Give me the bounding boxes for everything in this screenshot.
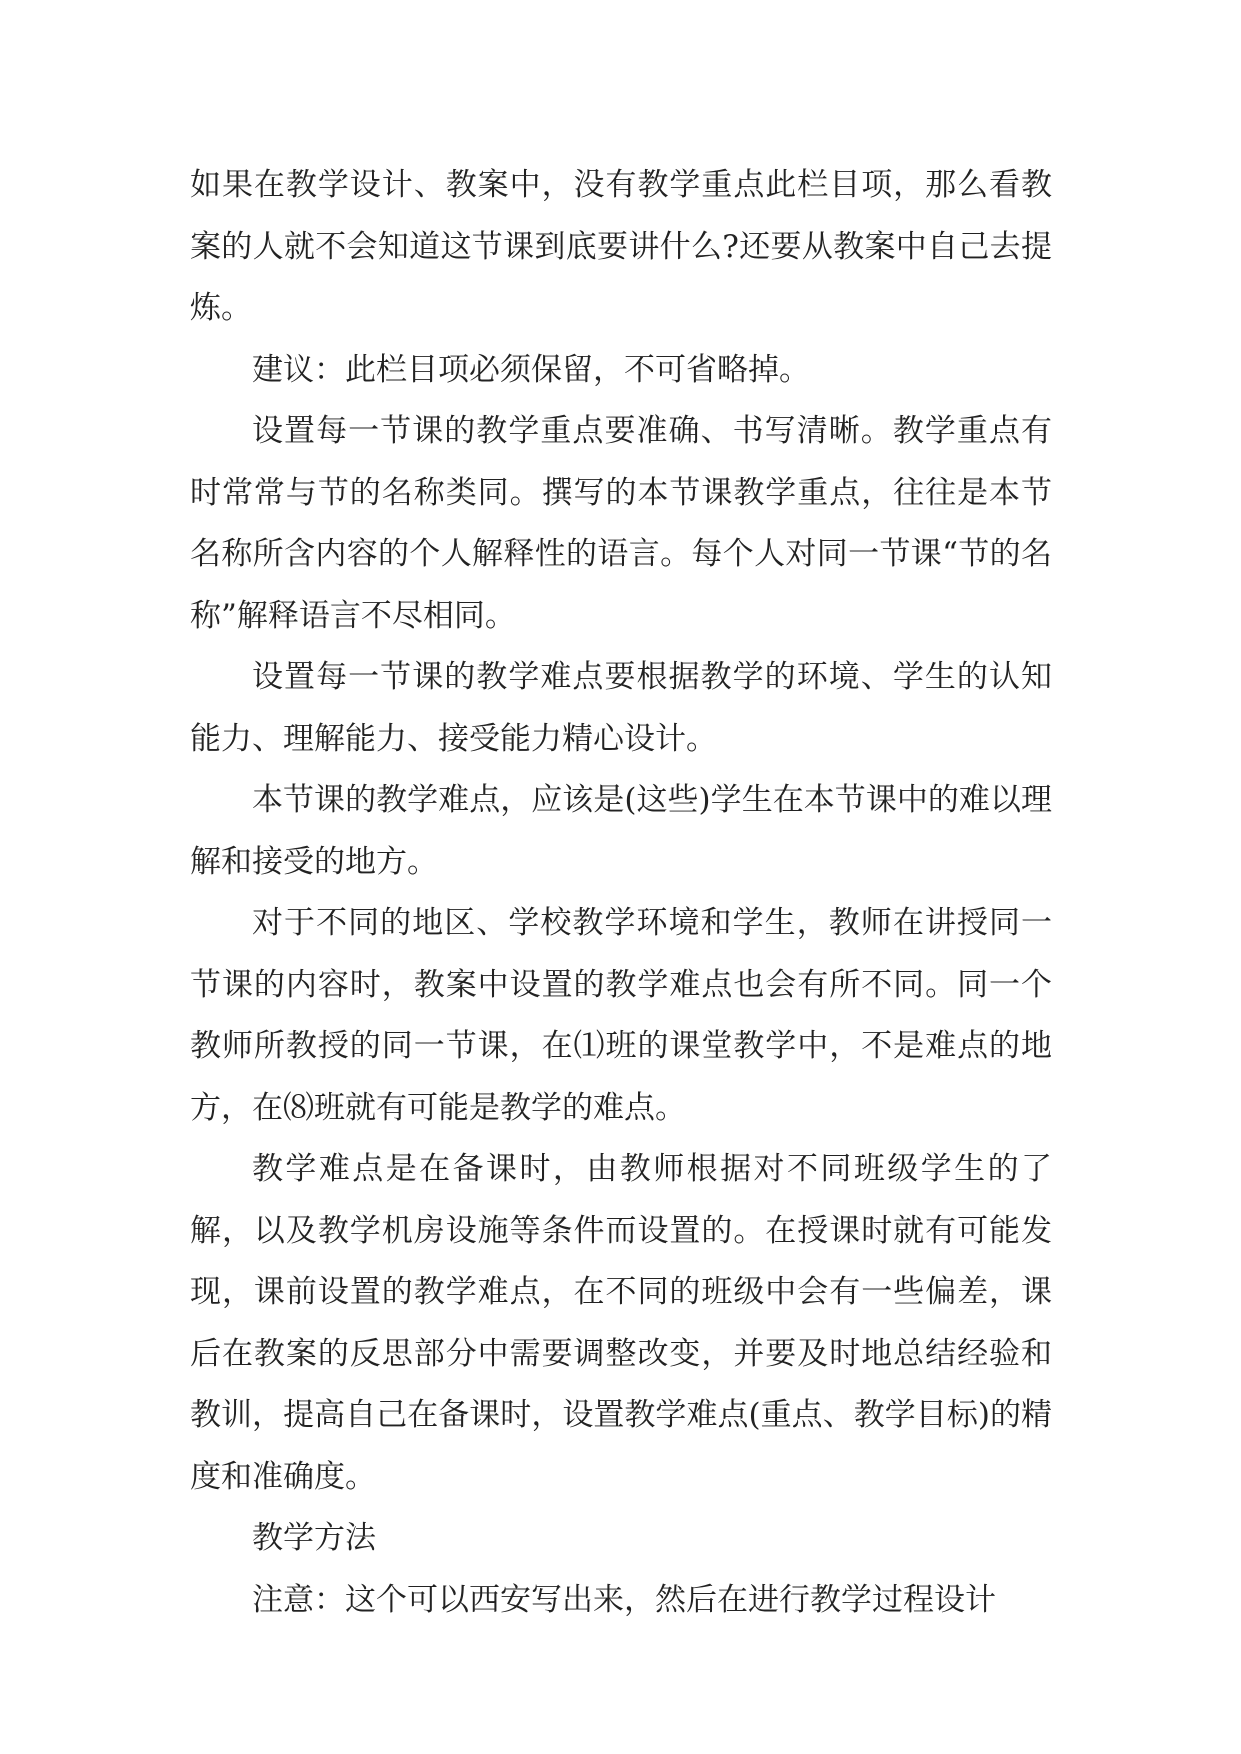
paragraph-suggestion: 建议：此栏目项必须保留，不可省略掉。 (252, 351, 810, 388)
paragraph-different-regions: 对于不同的地区、学校教学环境和学生，教师在讲授同一节课的内容时，教案中设置的教学难点也会有所不同。同一个教师所教授的同一节课，在⑴班的课堂教学中，不是难点的地方，在⑻班就有可能是教学的难点。 (190, 905, 1052, 1126)
paragraph-lesson-prep: 教学难点是在备课时，由教师根据对不同班级学生的了解，以及教学机房设施等条件而设置的。在授课时就有可能发现，课前设置的教学难点，在不同的班级中会有一些偏差，课后在教案的反思部分中需要调整改变，并要及时地总结经验和教训，提高自己在备课时，设置教学难点(重点、教学目标)的精度和准确度。 (190, 1151, 1052, 1495)
document-body (190, 155, 1052, 1631)
paragraph-lesson-difficulty: 本节课的教学难点，应该是(这些)学生在本节课中的难以理解和接受的地方。 (190, 782, 1052, 880)
paragraph-note: 注意：这个可以西安写出来，然后在进行教学过程设计 (252, 1581, 996, 1618)
section-heading-teaching-methods: 教学方法 (252, 1520, 376, 1556)
paragraph-continued: 如果在教学设计、教案中，没有教学重点此栏目项，那么看教案的人就不会知道这节课到底要讲什么?还要从教案中自己去提炼。 (190, 167, 1052, 326)
paragraph-difficulties: 设置每一节课的教学难点要根据教学的环境、学生的认知能力、理解能力、接受能力精心设计。 (190, 659, 1052, 757)
paragraph-key-points: 设置每一节课的教学重点要准确、书写清晰。教学重点有时常常与节的名称类同。撰写的本节课教学重点，往往是本节名称所含内容的个人解释性的语言。每个人对同一节课“节的名称”解释语言不尽相同。 (190, 413, 1052, 634)
